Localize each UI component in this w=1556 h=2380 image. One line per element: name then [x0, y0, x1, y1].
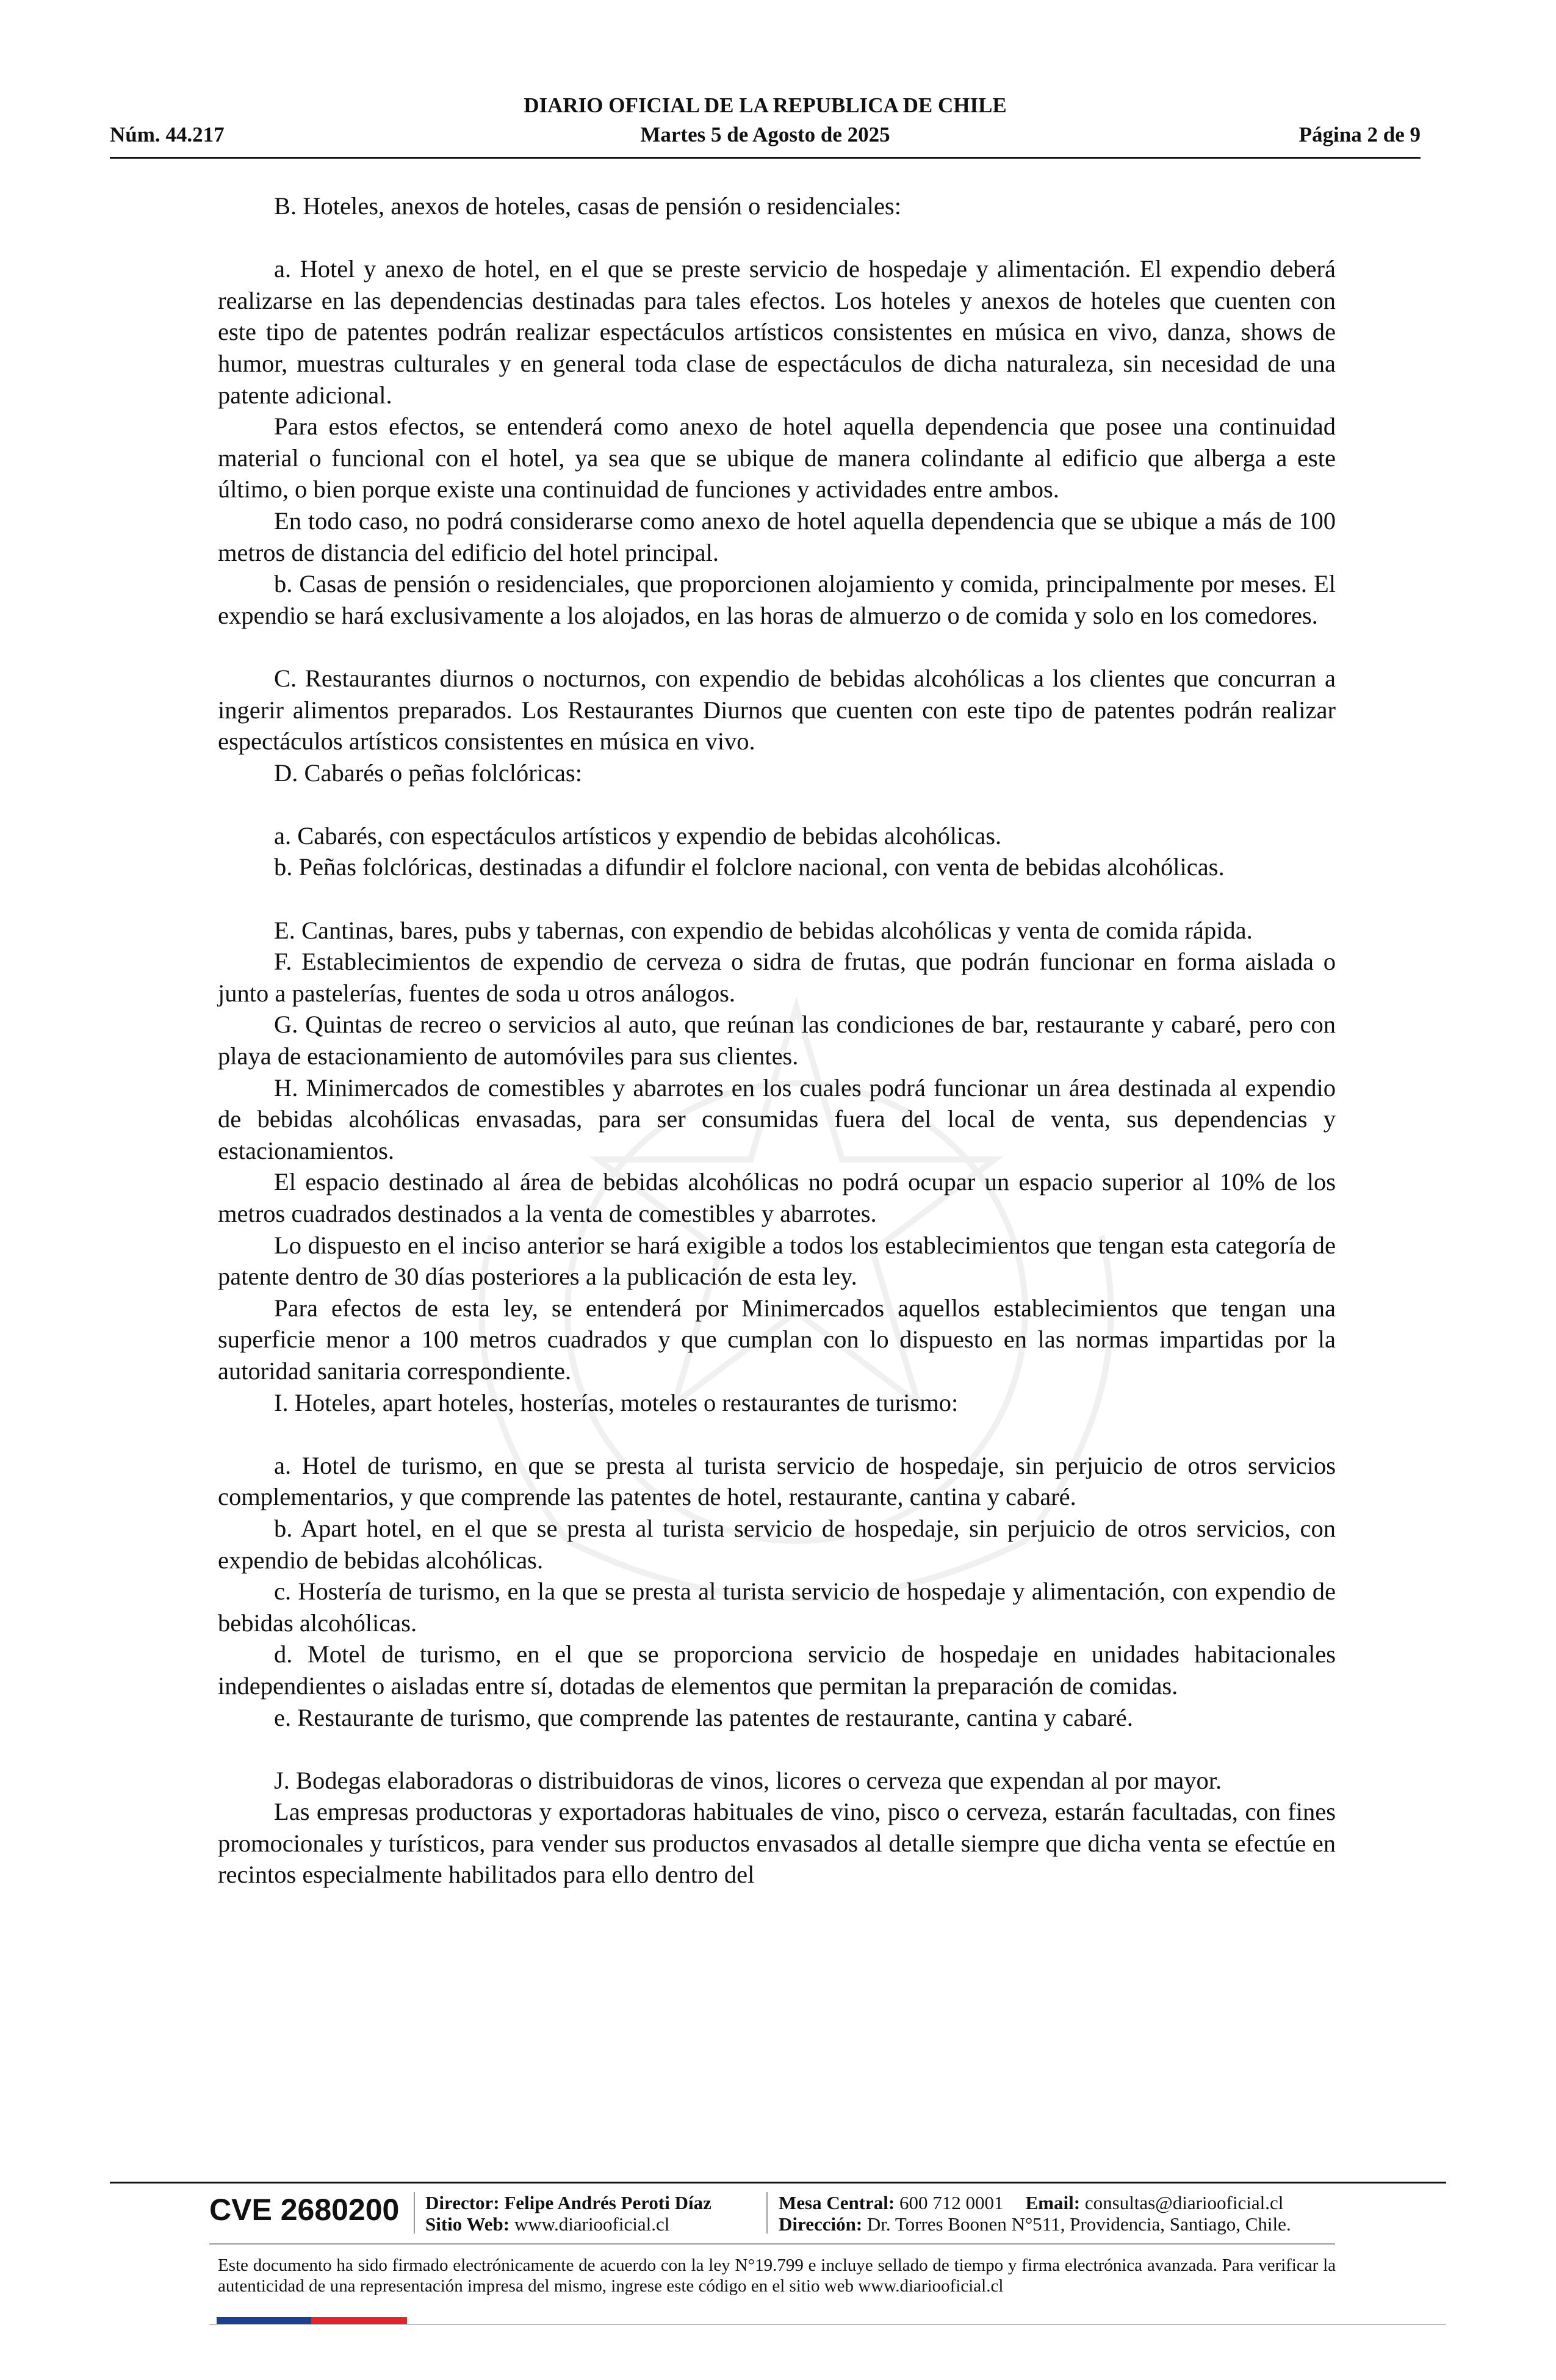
paragraph: H. Minimercados de comestibles y abarrotes en los cuales podrá funcionar un área destinada al expendio de bebidas alcohólicas envasadas, para ser consumidas fuera del local de venta, sus dependencias y estacionamientos. — [218, 1073, 1336, 1164]
paragraph: F. Establecimientos de expendio de cerveza o sidra de frutas, que podrán funcionar en forma aislada o junto a pastelerías, fuentes de soda u otros análogos. — [218, 948, 1336, 1007]
issue-date: Martes 5 de Agosto de 2025 — [640, 123, 890, 146]
address-value: Dr. Torres Boonen N°511, Providencia, Santiago, Chile. — [866, 2213, 1291, 2235]
issue-number: Núm. 44.217 — [110, 123, 225, 146]
address-label: Dirección: — [779, 2213, 863, 2235]
paragraph: J. Bodegas elaboradoras o distribuidoras de vinos, licores o cerveza que expendan al por mayor. — [274, 1766, 1222, 1794]
footer-divider — [209, 2243, 1335, 2245]
paragraph: Para efectos de esta ley, se entenderá por Minimercados aquellos establecimientos que tengan una superficie menor a 100 metros cuadrados y que cumplan con lo dispuesto en las normas impartidas por la autoridad sanitaria correspondiente. — [218, 1294, 1336, 1385]
paragraph: a. Hotel de turismo, en que se presta al turista servicio de hospedaje, sin perjuicio de otros servicios complementarios, y que comprende las patentes de hotel, restaurante, cantina y cabaré. — [218, 1451, 1336, 1511]
footer-separator — [766, 2192, 768, 2234]
paragraph: En todo caso, no podrá considerarse como anexo de hotel aquella dependencia que se ubique a más de 100 metros de distancia del edificio del hotel principal. — [218, 507, 1336, 566]
website-label: Sitio Web: — [425, 2213, 510, 2235]
paragraph: El espacio destinado al área de bebidas alcohólicas no podrá ocupar un espacio superior al 10% de los metros cuadrados destinados a la venta de comestibles y abarrotes. — [218, 1168, 1336, 1227]
footer-divider — [110, 2182, 1446, 2183]
paragraph: d. Motel de turismo, en el que se proporciona servicio de hospedaje en unidades habitacionales independientes o aisladas entre sí, dotadas de elementos que permitan la preparación de comidas. — [218, 1640, 1336, 1700]
paragraph: a. Cabarés, con espectáculos artísticos y expendio de bebidas alcohólicas. — [274, 821, 1002, 849]
paragraph: c. Hostería de turismo, en la que se presta al turista servicio de hospedaje y alimentación, con expendio de bebidas alcohólicas. — [218, 1578, 1336, 1637]
paragraph: a. Hotel y anexo de hotel, en el que se preste servicio de hospedaje y alimentación. El expendio deberá realizarse en las dependencias destinadas para tales efectos. Los hoteles y anexos de hoteles que cuenten con este tipo de patentes podrán realizar espectáculos artísticos consistentes en música en vivo, danza, shows de humor, muestras culturales y en general toda clase de espectáculos de dicha naturaleza, sin necesidad de una patente adicional. — [218, 255, 1336, 409]
paragraph: C. Restaurantes diurnos o nocturnos, con expendio de bebidas alcohólicas a los clientes que concurran a ingerir alimentos preparados. Los Restaurantes Diurnos que cuenten con este tipo de patentes podrán realizar espectáculos artísticos consistentes en música en vivo. — [218, 664, 1336, 755]
header-divider — [110, 157, 1421, 159]
footer-bottom-divider — [209, 2324, 1446, 2325]
director-label: Director: — [425, 2192, 500, 2213]
paragraph: D. Cabarés o peñas folclóricas: — [274, 759, 582, 787]
mesa-label: Mesa Central: — [779, 2192, 895, 2213]
director-name: Felipe Andrés Peroti Díaz — [504, 2192, 711, 2213]
paragraph: b. Apart hotel, en el que se presta al turista servicio de hospedaje, sin perjuicio de otros servicios, con expendio de bebidas alcohólicas. — [218, 1514, 1336, 1574]
paragraph: e. Restaurante de turismo, que comprende las patentes de restaurante, cantina y cabaré. — [274, 1703, 1133, 1731]
website-link[interactable]: www.diariooficial.cl — [514, 2213, 670, 2235]
mesa-value: 600 712 0001 — [899, 2192, 1004, 2213]
footer-contact-block — [779, 2192, 1291, 2235]
cve-code: CVE 2680200 — [209, 2193, 400, 2227]
legal-notice: Este documento ha sido firmado electrónicamente de acuerdo con la ley N°19.799 e incluye sellado de tiempo y firma electrónica avanzada. Para verificar la autenticidad de una representación impresa del mismo, ingrese este código en el sitio web www.diariooficial.cl — [218, 2256, 1336, 2296]
document-body — [218, 190, 1336, 1891]
email-link[interactable]: consultas@diariooficial.cl — [1084, 2192, 1284, 2213]
paragraph: Para estos efectos, se entenderá como anexo de hotel aquella dependencia que posee una continuidad material o funcional con el hotel, ya sea que se ubique de manera colindante al edificio que alberga a este último, o bien porque existe una continuidad de funciones y actividades entre ambos. — [218, 413, 1336, 503]
paragraph: E. Cantinas, bares, pubs y tabernas, con expendio de bebidas alcohólicas y venta de comida rápida. — [274, 916, 1253, 944]
paragraph: B. Hoteles, anexos de hoteles, casas de pensión o residenciales: — [274, 192, 901, 220]
newspaper-title: DIARIO OFICIAL DE LA REPUBLICA DE CHILE — [524, 93, 1007, 117]
paragraph: b. Peñas folclóricas, destinadas a difundir el folclore nacional, con venta de bebidas alcohólicas. — [274, 853, 1225, 881]
paragraph: I. Hoteles, apart hoteles, hosterías, moteles o restaurantes de turismo: — [274, 1388, 959, 1416]
email-label: Email: — [1025, 2192, 1081, 2213]
paragraph: Lo dispuesto en el inciso anterior se hará exigible a todos los establecimientos que tengan esta categoría de patente dentro de 30 días posteriores a la publicación de esta ley. — [218, 1231, 1336, 1291]
paragraph: Las empresas productoras y exportadoras habituales de vino, pisco o cerveza, estarán facultadas, con fines promocionales y turísticos, para vender sus productos envasados al detalle siempre que dicha venta se efectúe en recintos especialmente habilitados para ello dentro del — [218, 1798, 1336, 1889]
page-number: Página 2 de 9 — [1298, 123, 1421, 146]
paragraph: G. Quintas de recreo o servicios al auto, que reúnan las condiciones de bar, restaurante y cabaré, pero con playa de estacionamiento de automóviles para sus clientes. — [218, 1011, 1336, 1070]
footer-separator — [414, 2192, 415, 2234]
footer-director-block — [425, 2192, 711, 2235]
page-header — [110, 93, 1421, 160]
paragraph: b. Casas de pensión o residenciales, que proporcionen alojamiento y comida, principalmente por meses. El expendio se hará exclusivamente a los alojados, en las horas de almuerzo o de comida y solo en los comedores. — [218, 570, 1336, 629]
